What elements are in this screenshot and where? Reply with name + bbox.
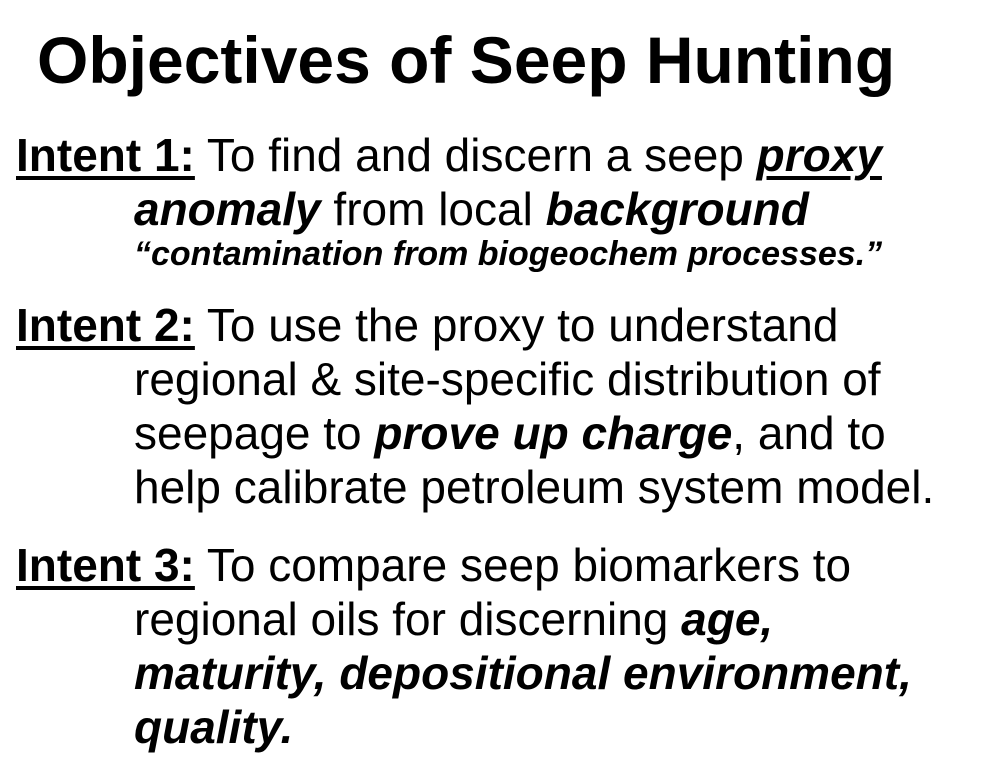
intent-1-line-2 [16, 182, 991, 236]
intent-2-text-3b: , and to [732, 407, 886, 459]
intent-3-line-4: quality. [134, 701, 294, 753]
intent-1-label: Intent 1: [16, 129, 195, 181]
intent-2-line-2: regional & site-specific distribution of [134, 353, 881, 405]
intent-3 [16, 538, 991, 754]
intent-2-prove-up-charge-emphasis: prove up charge [374, 407, 733, 459]
intent-3-label: Intent 3: [16, 539, 195, 591]
intent-3-text-2: regional oils for discerning [134, 593, 682, 645]
intent-3-line-1 [16, 538, 991, 592]
intent-2 [16, 298, 991, 514]
intent-3-line-3: maturity, depositional environment, [134, 647, 912, 699]
intent-1 [16, 128, 991, 272]
intent-1-quote: “contamination from biogeochem processes.” [134, 235, 883, 273]
intent-1-text: To find and discern a seep [194, 129, 757, 181]
intent-3-line-2 [16, 592, 991, 646]
intent-2-line-1 [16, 298, 991, 352]
intent-2-line-3 [16, 406, 991, 460]
intent-1-anomaly-emphasis: anomaly [134, 183, 321, 235]
intent-1-background-emphasis: background [545, 183, 809, 235]
intent-3-text: To compare seep biomarkers to [194, 539, 852, 591]
intent-3-age-emphasis: age, [681, 593, 774, 645]
intent-1-line-1 [16, 128, 991, 182]
intent-2-label: Intent 2: [16, 299, 195, 351]
intent-1-proxy-emphasis: proxy [756, 129, 882, 181]
intent-2-text: To use the proxy to understand [194, 299, 839, 351]
intent-1-text-2: from local [320, 183, 546, 235]
intent-2-text-3a: seepage to [134, 407, 375, 459]
page-title: Objectives of Seep Hunting [37, 23, 896, 97]
intent-2-line-4: help calibrate petroleum system model. [134, 461, 935, 513]
